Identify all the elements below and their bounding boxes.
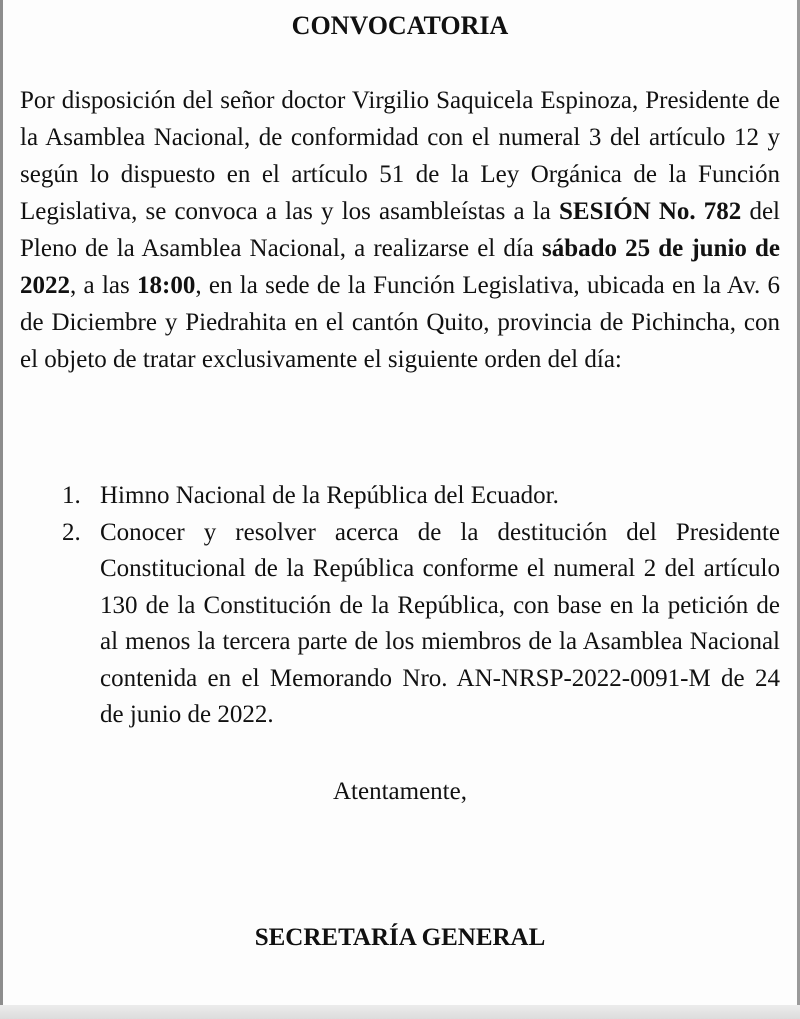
- paragraph-text-part-1: Por disposición del señor doctor Virgilio Saquicela Espinoza, Presidente de la Asamblea Nacional, de conformidad con el numeral 3 del artículo 12 y según lo dispuesto en el artículo 51 de la Ley Orgánica de la Función Legislativa, se convoca a las y los asambleístas a la: [20, 87, 780, 225]
- signature-block: SECRETARÍA GENERAL: [254, 924, 546, 951]
- paragraph-text-part-3: , a las: [70, 272, 138, 299]
- agenda-item: [20, 478, 780, 515]
- page-edge-left: [0, 0, 3, 1019]
- session-date: sábado 25 de junio de 2022: [20, 235, 780, 299]
- agenda-item-text: Himno Nacional de la República del Ecuador.: [100, 482, 559, 509]
- session-time: 18:00: [137, 272, 196, 299]
- convocation-paragraph: [20, 82, 780, 378]
- agenda-item-number: 1.: [62, 482, 81, 509]
- paragraph-text-part-4: , en la sede de la Función Legislativa, ubicada en la Av. 6 de Diciembre y Piedrahita en el cantón Quito, provincia de Pichincha, con el objeto de tratar exclusivamente el siguiente orden del día:: [20, 272, 780, 373]
- agenda-item: [20, 515, 780, 734]
- closing-salutation: Atentamente,: [333, 778, 467, 805]
- page-edge-bottom: [0, 1005, 800, 1019]
- agenda-item-text: Conocer y resolver acerca de la destitución del Presidente Constitucional de la República conforme el numeral 2 del artículo 130 de la Constitución de la República, con base en la petición de al menos la tercera parte de los miembros de la Asamblea Nacional contenida en el Memorando Nro. AN-NRSP-2022-0091-M de 24 de junio de 2022.: [100, 518, 780, 728]
- document-title: CONVOCATORIA: [291, 11, 509, 40]
- agenda-list: [20, 478, 780, 734]
- session-number: SESIÓN No. 782: [558, 198, 742, 225]
- agenda-item-number: 2.: [62, 518, 81, 546]
- paragraph-text-part-2: del Pleno de la Asamblea Nacional, a realizarse el día: [20, 198, 781, 262]
